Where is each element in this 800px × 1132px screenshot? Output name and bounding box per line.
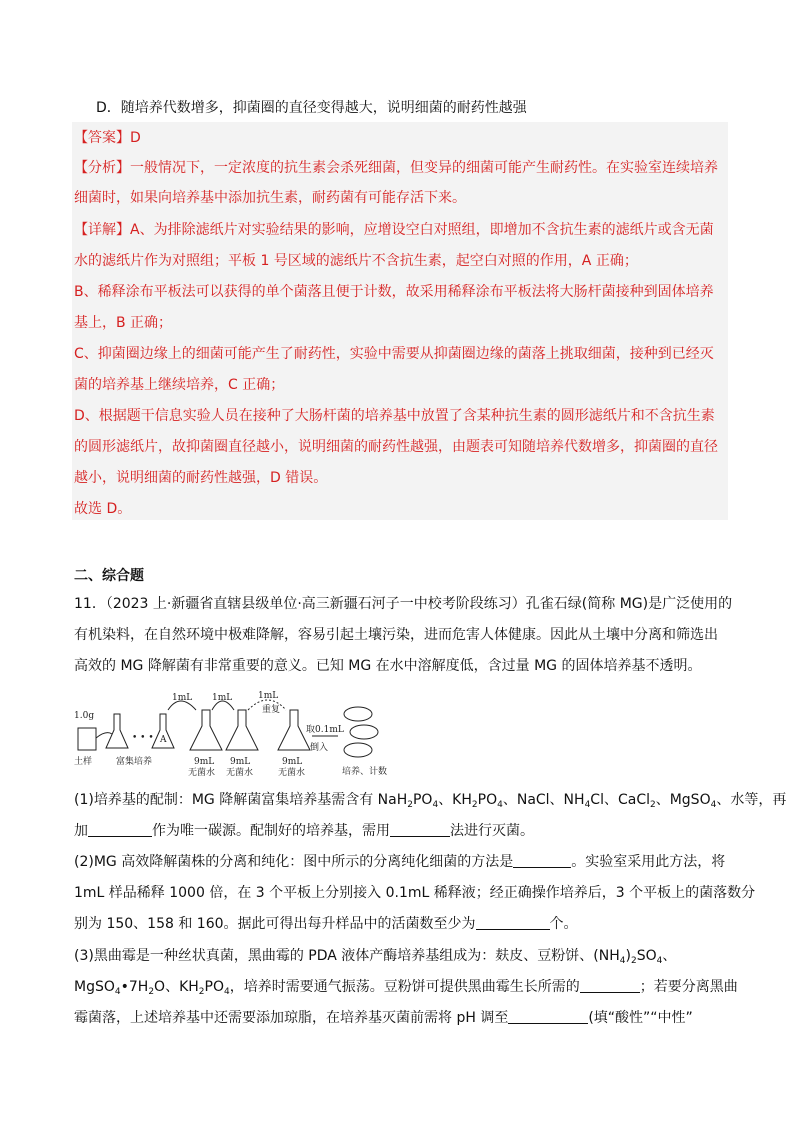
fig-mass: 1.0g <box>74 711 95 721</box>
text: (1)培养基的配制：MG 降解菌富集培养基需含有 NaH <box>74 792 408 808</box>
soil-container-icon <box>78 728 96 750</box>
text: SO <box>636 948 657 964</box>
fig-water-1: 无菌水 <box>188 768 216 778</box>
petri-dish-icon <box>344 707 372 721</box>
blank-carbon-source[interactable] <box>88 822 152 837</box>
fig-water-vol-1: 9mL <box>194 757 215 767</box>
text: PO <box>204 979 224 995</box>
text: ；若要分离黑曲 <box>639 979 738 995</box>
fig-culture: 培养、计数 <box>342 767 388 777</box>
fig-take: 取0.1mL <box>306 725 344 735</box>
blank-method[interactable] <box>513 853 571 868</box>
detail-line-4: 基上，B 正确； <box>74 315 173 331</box>
subscript: 4 <box>656 956 663 966</box>
part3-line-2 <box>74 977 738 997</box>
answer-value: D <box>130 130 141 146</box>
tube-1-icon <box>190 710 222 750</box>
arrow-icon <box>96 733 112 738</box>
text: ，培养时需要通气振荡。豆粉饼可提供黑曲霉生长所需的 <box>229 979 580 995</box>
text: O、KH <box>154 979 199 995</box>
petri-dish-icon <box>350 725 378 739</box>
text: 、NaCl、NH <box>502 792 585 808</box>
blank-sterilization[interactable] <box>390 822 450 837</box>
fig-water-vol-3: 9mL <box>282 757 303 767</box>
analysis-tag: 【分析】 <box>74 160 130 176</box>
enrich-flask-icon <box>106 714 128 748</box>
part3-line-3 <box>74 1008 728 1028</box>
text: 作为唯一碳源。配制好的培养基，需用 <box>152 823 390 839</box>
text: (3)黑曲霉是一种丝状真菌，黑曲霉的 PDA 液体产酶培养基组成为：麸皮、豆粉饼、(NH <box>74 948 620 964</box>
fig-water-3: 无菌水 <box>278 768 306 778</box>
subscript: 2 <box>198 987 205 997</box>
fig-water-vol-2: 9mL <box>230 757 251 767</box>
detail-text-1: A、为排除滤纸片对实验结果的影响，应增设空白对照组，即增加不含抗生素的滤纸片或含无菌 <box>130 222 714 238</box>
text: 个。 <box>549 916 578 932</box>
subscript: 4 <box>114 987 121 997</box>
fig-ml-3: 1mL <box>258 691 279 701</box>
detail-line-7: D、根据题干信息实验人员在接种了大肠杆菌的培养基中放置了含某种抗生素的圆形滤纸片和不含抗生素 <box>74 408 715 424</box>
text: MgSO <box>74 979 115 995</box>
subscript: 2 <box>649 800 656 810</box>
tube-2-icon <box>226 710 258 750</box>
fig-water-2: 无菌水 <box>226 768 254 778</box>
answer-line <box>74 128 728 148</box>
text: (填“酸性”“中性” <box>588 1010 693 1026</box>
text: 别为 150、158 和 160。据此可得出每升样品中的活菌数至少为 <box>74 916 476 932</box>
detail-line-1 <box>74 220 728 240</box>
fig-soil: 土样 <box>74 757 93 767</box>
text: PO <box>412 792 433 808</box>
text: 、KH <box>438 792 472 808</box>
answer-tag: 【答案】 <box>74 130 130 146</box>
subscript: 2 <box>630 956 637 966</box>
dilution-plating-figure <box>72 688 422 780</box>
petri-dish-icon <box>344 743 372 757</box>
blank-nutrient[interactable] <box>580 978 640 993</box>
q11-line-1: 11．（2023 上·新疆省直辖县级单位·高三新疆石河子一中校考阶段练习）孔雀石绿(简称 MG)是广泛使用的 <box>74 596 733 612</box>
text: 。实验室采用此方法，将 <box>571 854 726 870</box>
analysis-line-2: 细菌时，如果向培养基中添加抗生素，耐药菌有可能存活下来。 <box>74 190 466 206</box>
subscript: 4 <box>223 987 230 997</box>
text: 、水等，再 <box>716 792 787 808</box>
blank-ph[interactable] <box>508 1009 588 1024</box>
part2-line-3 <box>74 914 728 934</box>
text: 法进行灭菌。 <box>450 823 534 839</box>
text: 加 <box>74 823 88 839</box>
detail-line-5: C、抑菌圈边缘上的细菌可能产生了耐药性，实验中需要从抑菌圈边缘的菌落上挑取细菌，接种到已经灭 <box>74 346 714 362</box>
fig-ml-2: 1mL <box>212 693 233 703</box>
analysis-text-1: 一般情况下，一定浓度的抗生素会杀死细菌，但变异的细菌可能产生耐药性。在实验室连续培养 <box>130 160 718 176</box>
text: 、MgSO <box>655 792 711 808</box>
part1-line-2 <box>74 821 728 841</box>
analysis-line-1 <box>74 158 728 178</box>
text: Cl、CaCl <box>590 792 650 808</box>
subscript: 2 <box>471 800 478 810</box>
part2-line-2: 1mL 样品稀释 1000 倍，在 3 个平板上分别接入 0.1mL 稀释液；经正确操作培养后，3 个平板上的菌落数分 <box>74 885 756 901</box>
part1-line-1 <box>74 790 787 810</box>
q11-line-3: 高效的 MG 降解菌有非常重要的意义。已知 MG 在水中溶解度低，含过量 MG 的固体培养基不透明。 <box>74 658 702 674</box>
subscript: 2 <box>407 800 413 810</box>
part2-line-1 <box>74 852 728 872</box>
detail-line-3: B、稀释涂布平板法可以获得的单个菌落且便于计数，故采用稀释涂布平板法将大肠杆菌接种到固体培养 <box>74 284 714 300</box>
section-title: 二、综合题 <box>74 568 144 584</box>
subscript: 4 <box>584 800 591 810</box>
text: •7H <box>120 979 149 995</box>
detail-line-9: 越小，说明细菌的耐药性越强，D 错误。 <box>74 470 328 486</box>
text: PO <box>477 792 498 808</box>
detail-line-6: 菌的培养基上继续培养，C 正确； <box>74 377 285 393</box>
fig-repeat: 重复 <box>262 705 281 715</box>
part3-line-1 <box>74 946 728 966</box>
fig-pour: 倒入 <box>310 743 329 753</box>
detail-line-8: 的圆形滤纸片，故抑菌圈直径越小，说明细菌的耐药性越强，由题表可知随培养代数增多，抑菌圈的直径 <box>74 439 718 455</box>
fig-a-label: A <box>160 735 167 745</box>
subscript: 4 <box>710 800 717 810</box>
subscript: 2 <box>148 987 155 997</box>
detail-line-2: 水的滤纸片作为对照组；平板 1 号区域的滤纸片不含抗生素，起空白对照的作用，A 正确； <box>74 253 638 269</box>
text: (2)MG 高效降解菌株的分离和纯化：图中所示的分离纯化细菌的方法是 <box>74 854 514 870</box>
q11-line-2: 有机染料，在自然环境中极难降解，容易引起土壤污染，进而危害人体健康。因此从土壤中分离和筛选出 <box>74 627 718 643</box>
option-d: D．随培养代数增多，抑菌圈的直径变得越大，说明细菌的耐药性越强 <box>96 100 527 116</box>
subscript: 4 <box>619 956 626 966</box>
subscript: 4 <box>497 800 503 810</box>
detail-line-10: 故选 D。 <box>74 501 132 517</box>
fig-enrich: 富集培养 <box>116 757 153 767</box>
text: 、 <box>662 948 677 964</box>
fig-ml-1: 1mL <box>172 693 193 703</box>
text: ) <box>625 948 631 964</box>
fig-dots: • • • <box>132 733 154 743</box>
text: 霉菌落，上述培养基中还需要添加琼脂，在培养基灭菌前需将 pH 调至 <box>74 1010 509 1026</box>
blank-cell-count[interactable] <box>476 915 550 930</box>
subscript: 4 <box>432 800 439 810</box>
detail-tag: 【详解】 <box>74 222 130 238</box>
